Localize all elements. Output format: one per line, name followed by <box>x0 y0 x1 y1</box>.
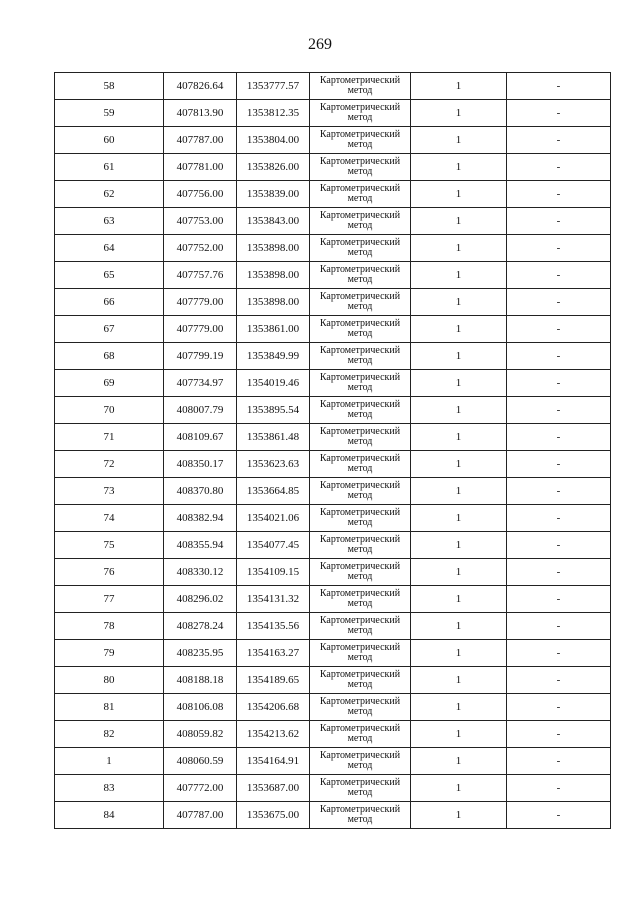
method-line-1: Картометрический <box>319 210 401 221</box>
method-line-1: Картометрический <box>319 183 401 194</box>
method-line-1: Картометрический <box>319 480 401 491</box>
x-coordinate-cell: 408059.82 <box>164 721 237 748</box>
y-coordinate-cell: 1354213.62 <box>237 721 310 748</box>
description-cell: - <box>507 559 611 586</box>
point-number-cell: 81 <box>55 694 164 721</box>
method-line-1: Картометрический <box>319 804 401 815</box>
method-cell <box>310 586 411 613</box>
error-cell: 1 <box>411 505 507 532</box>
table-row <box>55 640 611 667</box>
method-line-2: метод <box>347 220 373 231</box>
point-number-cell: 58 <box>55 73 164 100</box>
method-cell <box>310 559 411 586</box>
error-cell: 1 <box>411 478 507 505</box>
point-number-cell: 62 <box>55 181 164 208</box>
x-coordinate-cell: 408350.17 <box>164 451 237 478</box>
method-line-2: метод <box>347 193 373 204</box>
method-line-1: Картометрический <box>319 129 401 140</box>
method-line-2: метод <box>347 301 373 312</box>
description-cell: - <box>507 73 611 100</box>
method-line-1: Картометрический <box>319 318 401 329</box>
x-coordinate-cell: 407752.00 <box>164 235 237 262</box>
y-coordinate-cell: 1354206.68 <box>237 694 310 721</box>
table-row <box>55 127 611 154</box>
method-line-1: Картометрический <box>319 750 401 761</box>
page-number: 269 <box>308 36 332 53</box>
x-coordinate-cell: 408278.24 <box>164 613 237 640</box>
error-cell: 1 <box>411 586 507 613</box>
point-number-cell: 84 <box>55 802 164 829</box>
description-cell: - <box>507 775 611 802</box>
point-number-cell: 64 <box>55 235 164 262</box>
method-line-1: Картометрический <box>319 372 401 383</box>
method-line-1: Картометрический <box>319 291 401 302</box>
y-coordinate-cell: 1353898.00 <box>237 235 310 262</box>
x-coordinate-cell: 407734.97 <box>164 370 237 397</box>
method-line-1: Картометрический <box>319 75 401 86</box>
method-line-1: Картометрический <box>319 723 401 734</box>
y-coordinate-cell: 1353777.57 <box>237 73 310 100</box>
description-cell: - <box>507 370 611 397</box>
error-cell: 1 <box>411 181 507 208</box>
error-cell: 1 <box>411 208 507 235</box>
y-coordinate-cell: 1353849.99 <box>237 343 310 370</box>
description-cell: - <box>507 181 611 208</box>
error-cell: 1 <box>411 667 507 694</box>
table-row <box>55 802 611 829</box>
method-line-1: Картометрический <box>319 615 401 626</box>
x-coordinate-cell: 408382.94 <box>164 505 237 532</box>
point-number-cell: 71 <box>55 424 164 451</box>
error-cell: 1 <box>411 262 507 289</box>
description-cell: - <box>507 208 611 235</box>
method-cell <box>310 181 411 208</box>
method-line-2: метод <box>347 382 373 393</box>
y-coordinate-cell: 1353623.63 <box>237 451 310 478</box>
method-line-1: Картометрический <box>319 696 401 707</box>
error-cell: 1 <box>411 532 507 559</box>
point-number-cell: 75 <box>55 532 164 559</box>
table-row <box>55 559 611 586</box>
method-line-2: метод <box>347 463 373 474</box>
description-cell: - <box>507 667 611 694</box>
method-line-2: метод <box>347 814 373 825</box>
description-cell: - <box>507 613 611 640</box>
error-cell: 1 <box>411 370 507 397</box>
error-cell: 1 <box>411 775 507 802</box>
x-coordinate-cell: 408330.12 <box>164 559 237 586</box>
x-coordinate-cell: 408296.02 <box>164 586 237 613</box>
y-coordinate-cell: 1353812.35 <box>237 100 310 127</box>
table-row <box>55 370 611 397</box>
method-cell <box>310 73 411 100</box>
coordinates-table-body <box>55 73 611 829</box>
method-cell <box>310 802 411 829</box>
y-coordinate-cell: 1353861.48 <box>237 424 310 451</box>
method-line-2: метод <box>347 598 373 609</box>
method-line-2: метод <box>347 166 373 177</box>
description-cell: - <box>507 505 611 532</box>
description-cell: - <box>507 478 611 505</box>
x-coordinate-cell: 408060.59 <box>164 748 237 775</box>
table-row <box>55 397 611 424</box>
method-line-1: Картометрический <box>319 561 401 572</box>
x-coordinate-cell: 408370.80 <box>164 478 237 505</box>
point-number-cell: 61 <box>55 154 164 181</box>
method-line-1: Картометрический <box>319 642 401 653</box>
table-row <box>55 586 611 613</box>
x-coordinate-cell: 407787.00 <box>164 127 237 154</box>
method-cell <box>310 694 411 721</box>
method-cell <box>310 289 411 316</box>
table-row <box>55 154 611 181</box>
table-row <box>55 235 611 262</box>
method-cell <box>310 640 411 667</box>
table-row <box>55 613 611 640</box>
point-number-cell: 78 <box>55 613 164 640</box>
y-coordinate-cell: 1354164.91 <box>237 748 310 775</box>
table-row <box>55 343 611 370</box>
error-cell: 1 <box>411 802 507 829</box>
error-cell: 1 <box>411 100 507 127</box>
error-cell: 1 <box>411 559 507 586</box>
y-coordinate-cell: 1354109.15 <box>237 559 310 586</box>
method-line-2: метод <box>347 436 373 447</box>
method-cell <box>310 262 411 289</box>
error-cell: 1 <box>411 154 507 181</box>
method-line-1: Картометрический <box>319 669 401 680</box>
coordinates-table <box>54 72 611 829</box>
y-coordinate-cell: 1354135.56 <box>237 613 310 640</box>
description-cell: - <box>507 451 611 478</box>
y-coordinate-cell: 1353895.54 <box>237 397 310 424</box>
x-coordinate-cell: 408007.79 <box>164 397 237 424</box>
method-line-1: Картометрический <box>319 507 401 518</box>
point-number-cell: 72 <box>55 451 164 478</box>
method-line-2: метод <box>347 787 373 798</box>
description-cell: - <box>507 343 611 370</box>
error-cell: 1 <box>411 235 507 262</box>
method-cell <box>310 748 411 775</box>
method-line-1: Картометрический <box>319 237 401 248</box>
y-coordinate-cell: 1353839.00 <box>237 181 310 208</box>
y-coordinate-cell: 1353687.00 <box>237 775 310 802</box>
x-coordinate-cell: 407799.19 <box>164 343 237 370</box>
error-cell: 1 <box>411 397 507 424</box>
description-cell: - <box>507 424 611 451</box>
point-number-cell: 83 <box>55 775 164 802</box>
table-row <box>55 208 611 235</box>
error-cell: 1 <box>411 289 507 316</box>
y-coordinate-cell: 1353675.00 <box>237 802 310 829</box>
y-coordinate-cell: 1354077.45 <box>237 532 310 559</box>
x-coordinate-cell: 407826.64 <box>164 73 237 100</box>
description-cell: - <box>507 721 611 748</box>
error-cell: 1 <box>411 451 507 478</box>
method-line-2: метод <box>347 733 373 744</box>
y-coordinate-cell: 1353804.00 <box>237 127 310 154</box>
table-row <box>55 505 611 532</box>
description-cell: - <box>507 154 611 181</box>
method-cell <box>310 451 411 478</box>
description-cell: - <box>507 289 611 316</box>
method-cell <box>310 208 411 235</box>
method-line-2: метод <box>347 112 373 123</box>
method-cell <box>310 721 411 748</box>
method-line-1: Картометрический <box>319 453 401 464</box>
point-number-cell: 77 <box>55 586 164 613</box>
method-cell <box>310 127 411 154</box>
point-number-cell: 76 <box>55 559 164 586</box>
error-cell: 1 <box>411 73 507 100</box>
y-coordinate-cell: 1353664.85 <box>237 478 310 505</box>
error-cell: 1 <box>411 640 507 667</box>
x-coordinate-cell: 407757.76 <box>164 262 237 289</box>
x-coordinate-cell: 407753.00 <box>164 208 237 235</box>
method-cell <box>310 478 411 505</box>
point-number-cell: 1 <box>55 748 164 775</box>
method-line-2: метод <box>347 355 373 366</box>
point-number-cell: 66 <box>55 289 164 316</box>
error-cell: 1 <box>411 721 507 748</box>
method-line-1: Картометрический <box>319 345 401 356</box>
method-line-2: метод <box>347 490 373 501</box>
point-number-cell: 69 <box>55 370 164 397</box>
point-number-cell: 70 <box>55 397 164 424</box>
method-line-2: метод <box>347 544 373 555</box>
method-line-2: метод <box>347 679 373 690</box>
method-cell <box>310 343 411 370</box>
method-line-2: метод <box>347 625 373 636</box>
method-line-2: метод <box>347 328 373 339</box>
method-line-1: Картометрический <box>319 264 401 275</box>
table-row <box>55 73 611 100</box>
x-coordinate-cell: 407813.90 <box>164 100 237 127</box>
description-cell: - <box>507 532 611 559</box>
table-row <box>55 775 611 802</box>
x-coordinate-cell: 407756.00 <box>164 181 237 208</box>
x-coordinate-cell: 408106.08 <box>164 694 237 721</box>
method-line-1: Картометрический <box>319 426 401 437</box>
error-cell: 1 <box>411 127 507 154</box>
table-row <box>55 667 611 694</box>
description-cell: - <box>507 397 611 424</box>
table-row <box>55 100 611 127</box>
description-cell: - <box>507 802 611 829</box>
description-cell: - <box>507 316 611 343</box>
point-number-cell: 79 <box>55 640 164 667</box>
method-line-2: метод <box>347 706 373 717</box>
y-coordinate-cell: 1354131.32 <box>237 586 310 613</box>
method-line-1: Картометрический <box>319 399 401 410</box>
description-cell: - <box>507 262 611 289</box>
point-number-cell: 68 <box>55 343 164 370</box>
table-row <box>55 748 611 775</box>
method-line-1: Картометрический <box>319 534 401 545</box>
method-line-2: метод <box>347 247 373 258</box>
method-cell <box>310 532 411 559</box>
y-coordinate-cell: 1354019.46 <box>237 370 310 397</box>
method-line-2: метод <box>347 274 373 285</box>
y-coordinate-cell: 1354021.06 <box>237 505 310 532</box>
method-line-2: метод <box>347 517 373 528</box>
y-coordinate-cell: 1353861.00 <box>237 316 310 343</box>
method-line-1: Картометрический <box>319 156 401 167</box>
x-coordinate-cell: 408109.67 <box>164 424 237 451</box>
table-row <box>55 424 611 451</box>
y-coordinate-cell: 1353843.00 <box>237 208 310 235</box>
method-cell <box>310 397 411 424</box>
y-coordinate-cell: 1354163.27 <box>237 640 310 667</box>
error-cell: 1 <box>411 424 507 451</box>
x-coordinate-cell: 407772.00 <box>164 775 237 802</box>
method-cell <box>310 100 411 127</box>
point-number-cell: 82 <box>55 721 164 748</box>
error-cell: 1 <box>411 748 507 775</box>
method-cell <box>310 775 411 802</box>
method-cell <box>310 370 411 397</box>
method-cell <box>310 667 411 694</box>
table-row <box>55 262 611 289</box>
method-cell <box>310 613 411 640</box>
description-cell: - <box>507 694 611 721</box>
method-line-1: Картометрический <box>319 777 401 788</box>
error-cell: 1 <box>411 343 507 370</box>
method-cell <box>310 424 411 451</box>
point-number-cell: 74 <box>55 505 164 532</box>
method-cell <box>310 235 411 262</box>
method-line-2: метод <box>347 409 373 420</box>
table-row <box>55 316 611 343</box>
description-cell: - <box>507 127 611 154</box>
description-cell: - <box>507 748 611 775</box>
error-cell: 1 <box>411 613 507 640</box>
point-number-cell: 60 <box>55 127 164 154</box>
method-cell <box>310 154 411 181</box>
table-row <box>55 289 611 316</box>
error-cell: 1 <box>411 694 507 721</box>
y-coordinate-cell: 1353898.00 <box>237 262 310 289</box>
description-cell: - <box>507 586 611 613</box>
x-coordinate-cell: 407779.00 <box>164 289 237 316</box>
point-number-cell: 59 <box>55 100 164 127</box>
point-number-cell: 63 <box>55 208 164 235</box>
method-line-2: метод <box>347 85 373 96</box>
table-row <box>55 451 611 478</box>
method-line-2: метод <box>347 760 373 771</box>
error-cell: 1 <box>411 316 507 343</box>
method-line-1: Картометрический <box>319 588 401 599</box>
y-coordinate-cell: 1353898.00 <box>237 289 310 316</box>
x-coordinate-cell: 408188.18 <box>164 667 237 694</box>
description-cell: - <box>507 100 611 127</box>
method-line-1: Картометрический <box>319 102 401 113</box>
method-line-2: метод <box>347 652 373 663</box>
x-coordinate-cell: 407779.00 <box>164 316 237 343</box>
y-coordinate-cell: 1353826.00 <box>237 154 310 181</box>
y-coordinate-cell: 1354189.65 <box>237 667 310 694</box>
method-cell <box>310 505 411 532</box>
table-row <box>55 478 611 505</box>
method-cell <box>310 316 411 343</box>
method-line-2: метод <box>347 571 373 582</box>
x-coordinate-cell: 408355.94 <box>164 532 237 559</box>
description-cell: - <box>507 640 611 667</box>
table-row <box>55 694 611 721</box>
point-number-cell: 80 <box>55 667 164 694</box>
x-coordinate-cell: 407787.00 <box>164 802 237 829</box>
point-number-cell: 67 <box>55 316 164 343</box>
table-row <box>55 532 611 559</box>
table-row <box>55 721 611 748</box>
point-number-cell: 65 <box>55 262 164 289</box>
x-coordinate-cell: 407781.00 <box>164 154 237 181</box>
x-coordinate-cell: 408235.95 <box>164 640 237 667</box>
method-line-2: метод <box>347 139 373 150</box>
point-number-cell: 73 <box>55 478 164 505</box>
description-cell: - <box>507 235 611 262</box>
table-row <box>55 181 611 208</box>
